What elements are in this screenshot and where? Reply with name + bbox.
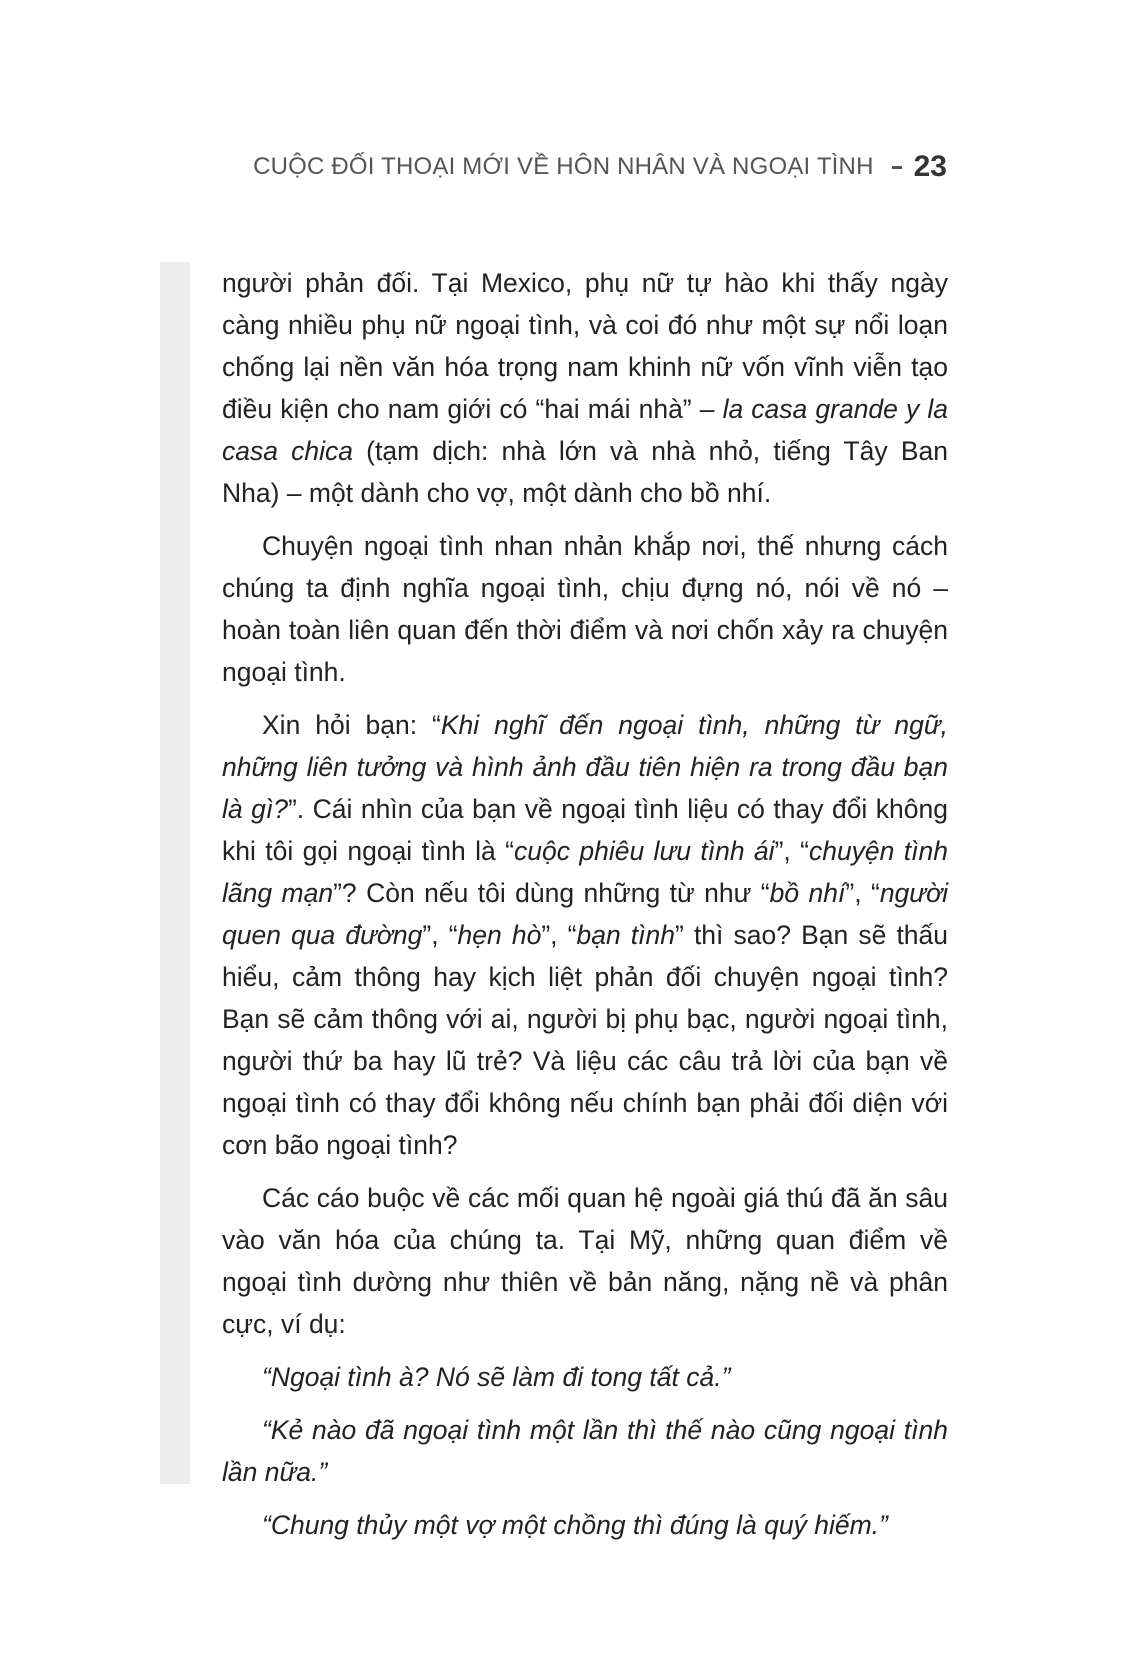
- p3-text-7: ”, “: [541, 920, 577, 950]
- p3-italic-question: Khi nghĩ đến ngoại tình, những từ ngữ, những liên tưởng và hình ảnh đầu tiên hiện ra trong đầu bạn là gì?: [222, 710, 948, 824]
- p3-text-2: ”. Cái nhìn của bạn về ngoại tình liệu có thay đổi không khi tôi gọi ngoại tình là “: [222, 794, 948, 866]
- paragraph-1-spanish-phrase: la casa grande y la casa chica: [222, 394, 948, 466]
- p3-text-8: ” thì sao? Bạn sẽ thấu hiểu, cảm thông hay kịch liệt phản đối chuyện ngoại tình? Bạn sẽ cảm thông với ai, người bị phụ bạc, người ngoại tình, người thứ ba hay lũ trẻ? Và liệu các câu trả lời của bạn về ngoại tình có thay đổi không nếu chính bạn phải đối diện với cơn bão ngoại tình?: [222, 920, 949, 1160]
- p3-italic-3: chuyện tình lãng mạn: [222, 836, 948, 908]
- paragraph-2: Chuyện ngoại tình nhan nhản khắp nơi, thế nhưng cách chúng ta định nghĩa ngoại tình, chịu đựng nó, nói về nó – hoàn toàn liên quan đến thời điểm và nơi chốn xảy ra chuyện ngoại tình.: [222, 531, 948, 687]
- paragraph-4: Các cáo buộc về các mối quan hệ ngoài giá thú đã ăn sâu vào văn hóa của chúng ta. Tại Mỹ, những quan điểm về ngoại tình dường như thiên về bản năng, nặng nề và phân cực, ví dụ:: [222, 1183, 948, 1339]
- header-separator: [892, 166, 902, 169]
- p3-text-1: Xin hỏi bạn: “: [262, 710, 441, 740]
- p3-italic-4: bồ nhí: [769, 878, 846, 908]
- paragraph-1: [222, 262, 948, 514]
- quote-2: “Kẻ nào đã ngoại tình một lần thì thế nào cũng ngoại tình lần nữa.”: [222, 1415, 948, 1487]
- quote-3: “Chung thủy một vợ một chồng thì đúng là quý hiếm.”: [262, 1510, 888, 1540]
- p3-text-4: ”? Còn nếu tôi dùng những từ như “: [333, 878, 770, 908]
- page-number: 23: [913, 150, 947, 183]
- paragraph-1-text-b: (tạm dịch: nhà lớn và nhà nhỏ, tiếng Tây Ban Nha) – một dành cho vợ, một dành cho bồ nhí.: [222, 436, 948, 508]
- margin-bar: [160, 262, 190, 1484]
- p3-italic-5: người quen qua đường: [222, 878, 948, 950]
- p3-italic-2: cuộc phiêu lưu tình ái: [513, 836, 775, 866]
- paragraph-1-text-a: người phản đối. Tại Mexico, phụ nữ tự hào khi thấy ngày càng nhiều phụ nữ ngoại tình, và coi đó như một sự nổi loạn chống lại nền văn hóa trọng nam khinh nữ vốn vĩnh viễn tạo điều kiện cho nam giới có “hai mái nhà” –: [222, 268, 948, 424]
- p3-text-6: ”, “: [422, 920, 458, 950]
- running-head: [253, 150, 947, 184]
- running-title: CUỘC ĐỐI THOẠI MỚI VỀ HÔN NHÂN VÀ NGOẠI TÌNH: [253, 153, 874, 180]
- p3-italic-6: hẹn hò: [457, 920, 542, 950]
- p3-text-3: ”, “: [774, 836, 809, 866]
- p3-italic-7: bạn tình: [576, 920, 676, 950]
- paragraph-3: [222, 704, 948, 1166]
- quote-1: “Ngoại tình à? Nó sẽ làm đi tong tất cả.”: [262, 1362, 731, 1392]
- body-text: [222, 262, 948, 1557]
- p3-text-5: ”, “: [845, 878, 880, 908]
